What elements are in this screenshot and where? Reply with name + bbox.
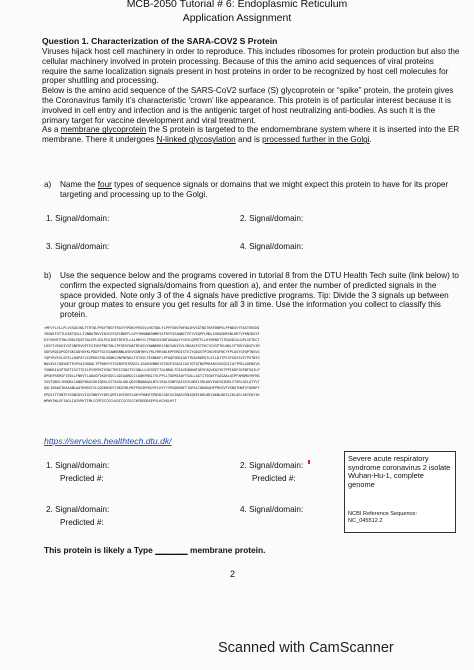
sequence-line: >MFVFLVLLPLVSSQCVNLTTRTQLPPAYTNSFTRGVYYPDKVFRSSVLHSTQDLFLPFFSNVTWFHAIHVSGTNGTKRFDNPVLPFNDGVYFASTEKSNI bbox=[44, 326, 260, 330]
sequence-line: DPSKPSKRSFIEDLLFNKVTLADAGFIKQYGDCLGDIAARDLICAQKFNGLTVLPPLLTDEMIAQYTSALLAGTITSGWTFGAGAALQIPFAMQMAYRFNG bbox=[44, 374, 260, 379]
part-a-label: a) bbox=[44, 180, 52, 189]
part-a-question bbox=[60, 180, 458, 200]
part-b-signal-4[interactable]: 2. Signal/domain: bbox=[46, 505, 110, 514]
question1-paragraph-1: Viruses hijack host cell machinery in order to reproduce. This includes ribosomes for protein production but also the cellular machinery involved in protein processing. Because of this the amino acid sequences of viral proteins require the same localization signals present in host proteins in order to be recognized by host cell molecules for proper shuttling and processing. bbox=[42, 47, 460, 86]
part-a-signal-1[interactable]: 1. Signal/domain: bbox=[46, 214, 110, 223]
part-b-predicted-4[interactable]: Predicted #: bbox=[60, 518, 104, 527]
part-b-signal-5[interactable]: 4. Signal/domain: bbox=[240, 505, 304, 514]
classification-question bbox=[44, 545, 265, 555]
p3-membrane-glycoprotein: membrane glycoprotein bbox=[60, 125, 147, 135]
p3-text-c: and is bbox=[235, 135, 263, 145]
sequence-line: NQVAVLYQDVNCTEVPVAIHADQLTPTWRVYSTGSNVFQTRAGCLIGAEHVNNSYECDIPIGAGICASYQTQTNSPRRARSVASQSIIAYTMSLGAENSVA bbox=[44, 362, 260, 367]
ncbi-reference-box bbox=[344, 451, 456, 533]
question1-paragraph-2: Below is the amino acid sequence of the SARS-CoV2 surface (S) glycoprotein or “spike” protein, the protein gives the Coronavirus family it’s characteristic ‘crown’ like appearance. This protein is of particular interest because it is involved in cell entry and infection and is the antigenic target of host neutralizing anti-bodies. As such it is the primary target for vaccine development and viral treatment. bbox=[42, 86, 454, 125]
classify-text-a: This protein is likely a Type bbox=[44, 545, 156, 555]
p3-text-b: the S protein is targeted to the endomembrane system where it is inserted into the ER membrane. There it undergoes bbox=[42, 125, 460, 145]
question1-paragraph-3 bbox=[42, 125, 460, 145]
part-a-signal-2[interactable]: 2. Signal/domain: bbox=[240, 214, 304, 223]
sequence-line: IRGWIFGTTLDSKTQSLLIVNNATNVVIKVCEFQFCNDPFLGVYYHKNNKSWMESEFRVYSSANNCTFEYVSQPFLMDLEGKQGNFKNLREFVFKNIDGYF bbox=[44, 332, 260, 337]
sequence-line: QQLIRAAEIRASANLAATKMSECVLGQSKRVDFCGKGYHLMSFPQSAPHGVVFLHVTYVPAQEKNFTTAPAICHDGKAHFPREGVFVSNGTHWFVTQRNFY bbox=[44, 386, 260, 391]
classify-text-b: membrane protein bbox=[187, 545, 264, 555]
part-a-four: four bbox=[97, 180, 112, 189]
part-b-predicted-1[interactable]: Predicted #: bbox=[60, 474, 104, 483]
classify-text-c: . bbox=[263, 545, 266, 555]
p3-text-a: As a bbox=[42, 125, 61, 135]
part-a-text-a: Name the bbox=[60, 180, 98, 189]
sequence-line: GDEVRQIAPGQTGKIADYNYKLPDDFTGCVIAWNSNNLDSKVGGNYNYLYRLFRKSNLKPFERDISTEIYQAGSTPCNGVEGFNCYFPLQSYGFQPTNGVG bbox=[44, 350, 260, 355]
camscanner-watermark: Scanned with CamScanner bbox=[218, 640, 394, 656]
question1-title: Question 1. Characterization of the SARA-COV2 S Protein bbox=[42, 36, 278, 46]
dtu-health-tech-link[interactable]: https://services.healthtech.dtu.dk/ bbox=[44, 436, 172, 446]
protein-sequence bbox=[44, 325, 462, 404]
sequence-line: YSNNSIAIPTNFTISVTTEILPVSMTKTSVDCTMYICGDSTECSNLLLQYGSFCTQLNRALTGIAVEQDKNTQEVFAQVKQIYKTPPIKDFGGFNFSQILP bbox=[44, 368, 260, 373]
red-pen-mark bbox=[308, 460, 310, 464]
part-a-text-b: types of sequence signals or domains that we might expect this protein to have for its proper targeting and processing up to the Golgi. bbox=[60, 180, 449, 199]
part-a-signal-4[interactable]: 4. Signal/domain: bbox=[240, 242, 304, 251]
sequence-line: IGVTQNVLYENQKLIANQFNSAIGKIQDSLSSTASALGKLQDVVNQNAQALNTLVKQLSSNFGAISSVLNDILSRLDKVEAEVQIDRLITGRLQSLQTYVT bbox=[44, 380, 260, 385]
header-title-line1: MCB-2050 Tutorial # 6: Endoplasmic Reticulum bbox=[126, 0, 348, 10]
ncbi-reference-sequence: NCBI Reference Sequence: NC_045512.2 bbox=[348, 511, 418, 524]
p3-n-linked-glycosylation: N-linked glycosylation bbox=[156, 135, 236, 145]
page-number: 2 bbox=[230, 569, 236, 579]
sequence-line: EPQIITTDNTFVSGNCDVVIGIVNNTVYDPLQPELDSFKEELDKYFKNHTSPDVDLGDISGINASVVNIQKEIDRLNEVAKNLNESLIDLQELGKYEQYIK bbox=[44, 392, 260, 397]
part-b-question: Use the sequence below and the programs covered in tutorial 8 from the DTU Health Tech suite (link below) to confirm the expected signals/domains from question a), and enter the number of predicted signals in the space provided. Note only 3 of the 4 signals have predictive programs. Tip: Divide the 3 signals up between your group mates to ensure you get results for all 3 in time. Use the information you collect to classify this protein. bbox=[60, 271, 459, 320]
part-b-signal-2b[interactable]: 2. Signal/domain: bbox=[240, 461, 304, 470]
header-title-line2: Application Assignment bbox=[182, 12, 292, 24]
sequence-line: YQPYRVVVLSFELLHAPATVCGPKKSTNLVKNKCVNFNFNGLTGTGVLTESNKKFLPFQQFGRDIADTTDAVRDPQTLEILDITPCSFGGVSVITPGTNTS bbox=[44, 356, 260, 361]
p3-golgi-processing: processed further in the Golgi bbox=[262, 135, 370, 145]
part-b-predicted-2[interactable]: Predicted #: bbox=[252, 474, 296, 483]
sequence-line: WPWYIWLGFIAGLIAIVMVTIMLCCMTSCCSCLKGCCSCGSCCKFDEDDSEPVLKGVKLHYT bbox=[44, 398, 177, 403]
part-b-label: b) bbox=[44, 271, 52, 280]
sequence-line: LKSFTVEKGIYQTSNFRVQPTESIVRFPNITNLCPFGEVFNATRFASVYAWNRKRISNCVADYSVLYNSASFSTFKCYGVSPTKLNDLCFTNVYADSFVIR bbox=[44, 344, 260, 349]
question1-intro bbox=[42, 47, 460, 145]
sequence-line: KIYSKHTPINLVRDLPQGFSALEPLVDLPIGINITRFQTLLALHRSYLTPGDSSSGWTAGAAAYYVGYLQPRTFLLKYNENGTITDAVDCALDPLSETKCT bbox=[44, 338, 260, 343]
p3-text-d: . bbox=[369, 135, 372, 145]
part-b-signal-2[interactable]: 1. Signal/domain: bbox=[46, 461, 110, 470]
classify-blank[interactable]: _______ bbox=[155, 545, 188, 555]
ncbi-genome-title: Severe acute respiratory syndrome coronavirus 2 isolate Wuhan-Hu-1, complete genome bbox=[348, 454, 451, 489]
part-a-signal-3[interactable]: 3. Signal/domain: bbox=[46, 242, 110, 251]
